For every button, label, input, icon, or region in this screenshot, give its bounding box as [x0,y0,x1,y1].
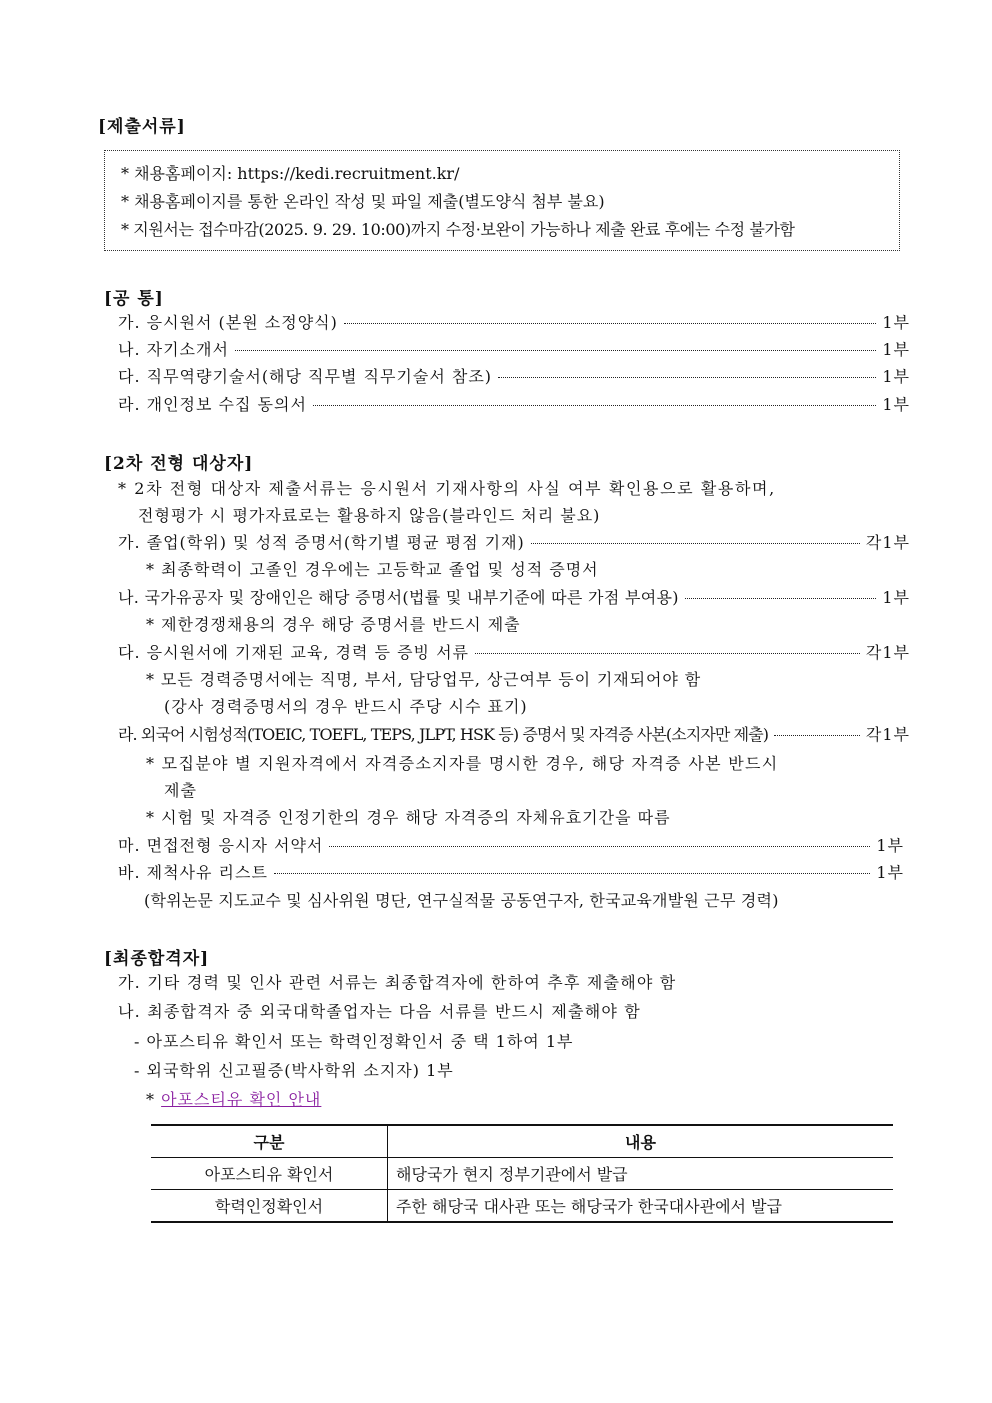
leader-dots [329,846,870,847]
list-item [118,860,904,883]
note-line: (강사 경력증명서의 경우 반드시 주당 시수 표기) [164,697,528,716]
final-line: 나. 최종합격자 중 외국대학졸업자는 다음 서류를 반드시 제출해야 함 [118,1002,641,1021]
table-cell: 해당국가 현지 정부기관에서 발급 [388,1158,894,1190]
leader-dots [774,735,860,736]
item-count: 1부 [876,836,904,855]
final-heading: [최종합격자] [104,949,210,969]
table-header-row [151,1125,893,1158]
leader-dots [235,350,876,351]
item-label: 마. 면접전형 응시자 서약서 [118,836,324,855]
item-count: 1부 [882,588,910,607]
second-stage-heading: [2차 전형 대상자] [104,454,254,474]
submission-notice-box [104,150,900,251]
item-count: 1부 [882,340,910,359]
list-item [118,833,904,856]
common-heading: [공 통] [104,289,164,309]
item-label: 라. 개인정보 수집 동의서 [118,395,307,414]
final-sub-item: - 아포스티유 확인서 또는 학력인정확인서 중 택 1하여 1부 [134,1032,574,1051]
notice-homepage: * 채용홈페이지: https://kedi.recruitment.kr/ [121,164,460,183]
notice-deadline: * 지원서는 접수마감(2025. 9. 29. 10:00)까지 수정·보완이 가능하나 제출 완료 후에는 수정 불가함 [121,220,795,239]
item-label: 가. 졸업(학위) 및 성적 증명서(학기별 평균 평점 기재) [118,533,525,552]
second-stage-intro-cont: 전형평가 시 평가자료로는 활용하지 않음(블라인드 처리 불요) [138,506,601,525]
leader-dots [344,323,877,324]
item-label: 라. 외국어 시험성적(TOEIC, TOEFL, TEPS, JLPT, HSK 등) 증명서 및 자격증 사본(소지자만 제출) [118,725,769,744]
table-row [151,1190,893,1223]
note-line: (학위논문 지도교수 및 심사위원 명단, 연구실적물 공동연구자, 한국교육개발원 근무 경력) [144,891,779,910]
item-label: 다. 직무역량기술서(해당 직무별 직무기술서 참조) [118,367,493,386]
note-line: * 모든 경력증명서에는 직명, 부서, 담당업무, 상근여부 등이 기재되어야 함 [146,670,702,689]
column-header-category: 구분 [151,1125,388,1158]
table-cell: 주한 해당국 대사관 또는 해당국가 한국대사관에서 발급 [388,1190,894,1223]
column-header-content: 내용 [388,1125,894,1158]
item-count: 각1부 [865,533,910,552]
leader-dots [531,543,860,544]
leader-dots [274,873,870,874]
list-item [118,364,910,387]
leader-dots [313,405,876,406]
item-label: 나. 국가유공자 및 장애인은 해당 증명서(법률 및 내부기준에 따른 가점 부여용) [118,588,679,607]
item-label: 다. 응시원서에 기재된 교육, 경력 등 증빙 서류 [118,643,469,662]
final-line: 가. 기타 경력 및 인사 관련 서류는 최종합격자에 한하여 추후 제출해야 함 [118,973,677,992]
list-item [118,585,910,608]
item-count: 각1부 [865,725,910,744]
leader-dots [498,377,876,378]
item-label: 나. 자기소개서 [118,340,229,359]
apostille-guide-link[interactable]: 아포스티유 확인 안내 [161,1090,322,1109]
second-stage-intro: * 2차 전형 대상자 제출서류는 응시원서 기재사항의 사실 여부 확인용으로 활용하며, [118,479,776,498]
note-line: * 모집분야 별 지원자격에서 자격증소지자를 명시한 경우, 해당 자격증 사본 반드시 [146,754,779,773]
final-sub-item: - 외국학위 신고필증(박사학위 소지자) 1부 [134,1061,454,1080]
apostille-guide-table [151,1124,893,1223]
table-cell: 학력인정확인서 [151,1190,388,1223]
note-line: 제출 [164,781,197,800]
table-cell: 아포스티유 확인서 [151,1158,388,1190]
item-count: 1부 [882,313,910,332]
leader-dots [475,653,860,654]
notice-online-submission: * 채용홈페이지를 통한 온라인 작성 및 파일 제출(별도양식 첨부 불요) [121,192,605,211]
note-line: * 제한경쟁채용의 경우 해당 증명서를 반드시 제출 [146,615,521,634]
item-count: 1부 [882,395,910,414]
item-label: 바. 제척사유 리스트 [118,863,268,882]
item-count: 1부 [876,863,904,882]
item-count: 1부 [882,367,910,386]
list-item [118,640,910,663]
list-item [118,337,910,360]
list-item [118,310,910,333]
table-row [151,1158,893,1190]
note-line: * 최종학력이 고졸인 경우에는 고등학교 졸업 및 성적 증명서 [146,560,599,579]
submission-heading: [제출서류] [98,117,186,137]
apostille-link-line [146,1087,321,1110]
list-item [118,722,910,745]
list-item [118,392,910,415]
note-line: * 시험 및 자격증 인정기한의 경우 해당 자격증의 자체유효기간을 따름 [146,808,671,827]
list-item [118,530,910,553]
item-count: 각1부 [865,643,910,662]
item-label: 가. 응시원서 (본원 소정양식) [118,313,338,332]
link-prefix: * [146,1090,162,1109]
leader-dots [685,598,877,599]
